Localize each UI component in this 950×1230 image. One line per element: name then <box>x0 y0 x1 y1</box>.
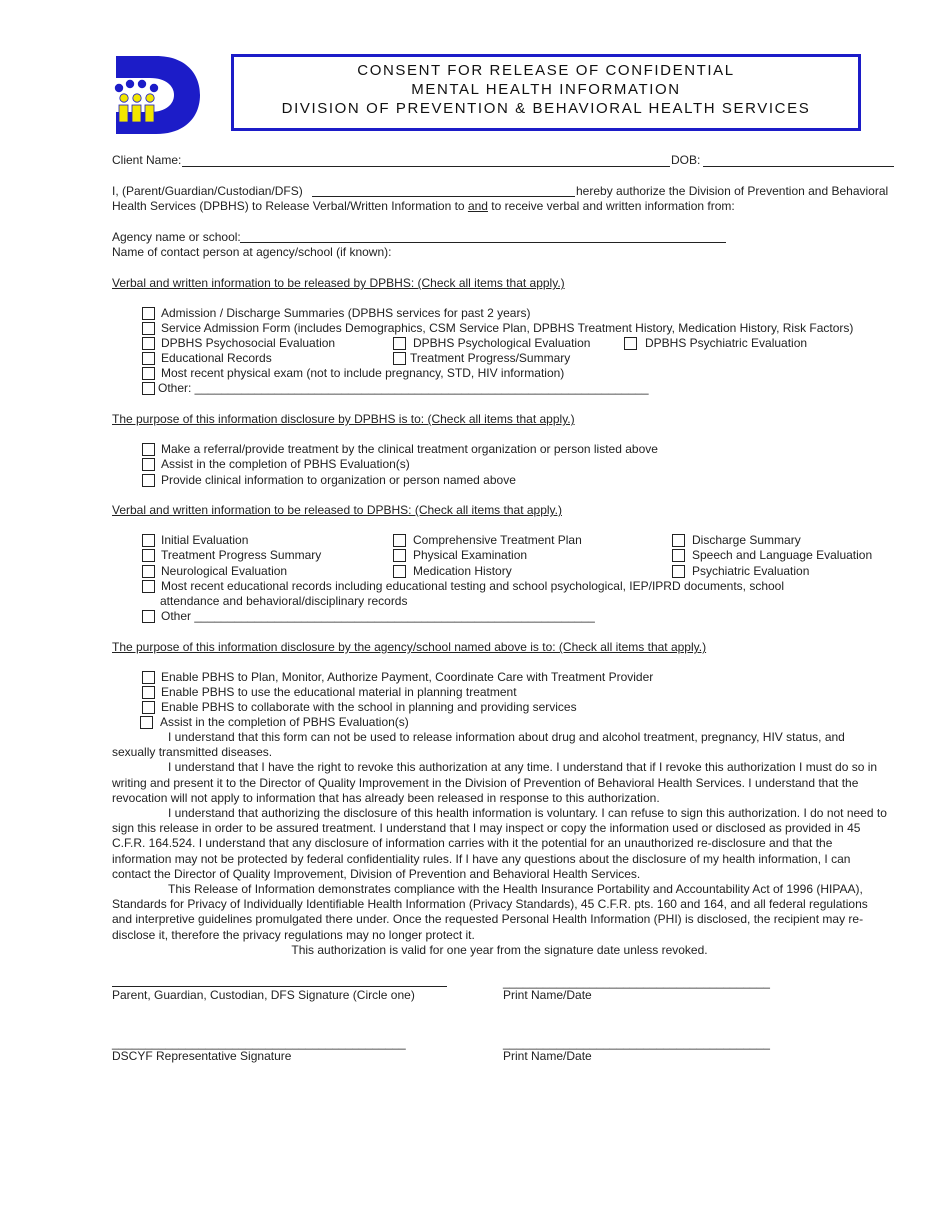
checkbox-psychosocial[interactable] <box>142 337 155 350</box>
checkbox-discharge-summary[interactable] <box>672 534 685 547</box>
label-physical-exam: Most recent physical exam (not to include pregnancy, STD, HIV information) <box>161 366 565 380</box>
dob-label: DOB: <box>671 153 701 167</box>
client-name-field[interactable] <box>182 166 670 167</box>
label-medication-history: Medication History <box>413 564 512 578</box>
checkbox-enable-plan[interactable] <box>142 671 155 684</box>
validity-statement: This authorization is valid for one year from the signature date unless revoked. <box>291 943 708 957</box>
checkbox-enable-collaborate[interactable] <box>142 701 155 714</box>
label-educational-records-recent: Most recent educational records including educational testing and school psychological, IEP/IPRD documents, school <box>161 579 785 593</box>
checkbox-treatment-progress[interactable] <box>393 352 406 365</box>
label-initial-evaluation: Initial Evaluation <box>161 533 249 547</box>
section-purpose-agency-heading: The purpose of this information disclosure by the agency/school named above is to: (Check all items that apply.) <box>112 640 707 654</box>
checkbox-psychological[interactable] <box>393 337 406 350</box>
checkbox-speech-language[interactable] <box>672 549 685 562</box>
section-released-by-heading: Verbal and written information to be released by DPBHS: (Check all items that apply.) <box>112 276 565 290</box>
authorization-suffix: hereby authorize the Division of Prevention and Behavioral <box>576 184 889 198</box>
label-educational-records-cont: attendance and behavioral/disciplinary records <box>160 594 408 608</box>
checkbox-physical-examination[interactable] <box>393 549 406 562</box>
label-assist-evaluation-2: Assist in the completion of PBHS Evaluation(s) <box>160 715 409 729</box>
dscyf-signature-label: DSCYF Representative Signature <box>112 1049 292 1063</box>
checkbox-assist-evaluation-2[interactable] <box>140 716 153 729</box>
checkbox-referral[interactable] <box>142 443 155 456</box>
label-enable-educational: Enable PBHS to use the educational material in planning treatment <box>161 685 517 699</box>
checkbox-clinical-info[interactable] <box>142 474 155 487</box>
parent-signature-field[interactable] <box>112 986 447 987</box>
label-treatment-progress-summary: Treatment Progress Summary <box>161 548 322 562</box>
print-name-2-blank[interactable]: ________________________________________ <box>503 1036 770 1050</box>
dscyf-logo <box>110 54 202 136</box>
print-name-2-label: Print Name/Date <box>503 1049 592 1063</box>
checkbox-medication-history[interactable] <box>393 565 406 578</box>
label-treatment-progress: Treatment Progress/Summary <box>410 351 571 365</box>
checkbox-other-released-by[interactable] <box>142 382 155 395</box>
print-name-1-label: Print Name/Date <box>503 988 592 1002</box>
statement-3: I understand that authorizing the disclosure of this health information is voluntary. I can refuse to sign this authorization. I do not need to sign this release in order to be assured treatment. I understand that I may inspect or copy the information used or disclosed as provided in 45 C.F.R. 164.524. I understand that any disclosure of information carries with it the potential for an unauthorized re-disclosure and that the information may not be protected by federal confidentiality rules. If I have any questions about the disclosure of my health information, I can contact the Director of Quality Improvement, Division of Prevention and Behavioral Health Services. <box>112 806 887 881</box>
title-line-2: MENTAL HEALTH INFORMATION <box>411 81 681 98</box>
checkbox-psychiatric-evaluation[interactable] <box>672 565 685 578</box>
checkbox-neurological[interactable] <box>142 565 155 578</box>
label-discharge-summary: Discharge Summary <box>692 533 801 547</box>
label-psychiatric: DPBHS Psychiatric Evaluation <box>645 336 808 350</box>
print-name-1-blank[interactable]: ________________________________________ <box>503 975 770 989</box>
title-line-1: CONSENT FOR RELEASE OF CONFIDENTIAL <box>357 62 735 79</box>
label-enable-plan: Enable PBHS to Plan, Monitor, Authorize Payment, Coordinate Care with Treatment Provider <box>161 670 654 684</box>
authorization-prefix: I, (Parent/Guardian/Custodian/DFS) <box>112 184 303 198</box>
label-service-admission: Service Admission Form (includes Demographics, CSM Service Plan, DPBHS Treatment History, Medication History, Risk Factors) <box>161 321 854 335</box>
checkbox-assist-evaluation-1[interactable] <box>142 458 155 471</box>
label-assist-evaluation-1: Assist in the completion of PBHS Evaluation(s) <box>161 457 410 471</box>
checkbox-initial-evaluation[interactable] <box>142 534 155 547</box>
dob-field[interactable] <box>703 166 894 167</box>
logo-d-shape <box>116 56 200 134</box>
people-icon <box>115 80 158 122</box>
agency-name-field[interactable] <box>240 242 726 243</box>
checkbox-other-released-to[interactable] <box>142 610 155 623</box>
statements-block <box>112 730 887 943</box>
label-referral: Make a referral/provide treatment by the clinical treatment organization or person listed above <box>161 442 658 456</box>
authorization-line-2 <box>112 199 735 213</box>
authorization-line2-before: Health Services (DPBHS) to Release Verbal/Written Information to <box>112 199 468 213</box>
statement-4: This Release of Information demonstrates compliance with the Health Insurance Portability and Accountability Act of 1996 (HIPAA), Standards for Privacy of Individually Identifiable Health Information (Privacy Standards), 45 C.F.R. pts. 160 and 164, and all federal regulations and interpretive guidelines promulgated there under. Once the requested Personal Health Information (PHI) is disclosed, the recipient may re-disclose it, therefore the privacy regulations may no longer protect it. <box>112 882 868 942</box>
checkbox-educational-records[interactable] <box>142 352 155 365</box>
section-released-to-heading: Verbal and written information to be released to DPBHS: (Check all items that apply.) <box>112 503 562 517</box>
contact-person-label: Name of contact person at agency/school (if known): <box>112 245 392 259</box>
title-box <box>231 54 861 131</box>
parent-signature-label: Parent, Guardian, Custodian, DFS Signature (Circle one) <box>112 988 415 1002</box>
label-psychosocial: DPBHS Psychosocial Evaluation <box>161 336 336 350</box>
label-clinical-info: Provide clinical information to organization or person named above <box>161 473 516 487</box>
label-other-released-to: Other ____________________________________________________________ <box>161 609 595 623</box>
checkbox-service-admission[interactable] <box>142 322 155 335</box>
statement-1: I understand that this form can not be used to release information about drug and alcohol treatment, pregnancy, HIV status, and sexually transmitted diseases. <box>112 730 845 760</box>
label-comprehensive-plan: Comprehensive Treatment Plan <box>413 533 582 547</box>
client-name-label: Client Name: <box>112 153 182 167</box>
checkbox-admission-discharge[interactable] <box>142 307 155 320</box>
label-physical-examination: Physical Examination <box>413 548 528 562</box>
label-neurological: Neurological Evaluation <box>161 564 288 578</box>
label-speech-language: Speech and Language Evaluation <box>692 548 873 562</box>
title-line-3: DIVISION OF PREVENTION & BEHAVIORAL HEALTH SERVICES <box>281 100 811 117</box>
dscyf-signature-blank[interactable]: ____________________________________________ <box>112 1036 406 1050</box>
checkbox-comprehensive-plan[interactable] <box>393 534 406 547</box>
statement-2: I understand that I have the right to revoke this authorization at any time. I understand that if I revoke this authorization I must do so in writing and present it to the Director of Quality Improvement in the Division of Prevention of Behavioral Health Services. I understand that the revocation will not apply to information that has already been released in response to this authorization. <box>112 760 878 805</box>
checkbox-psychiatric[interactable] <box>624 337 637 350</box>
authorization-and: and <box>467 199 488 213</box>
authorization-line2-after: to receive verbal and written information from: <box>487 199 735 213</box>
label-other-released-by: Other: ____________________________________________________________________ <box>158 381 649 395</box>
checkbox-physical-exam[interactable] <box>142 367 155 380</box>
checkbox-treatment-progress-summary[interactable] <box>142 549 155 562</box>
guardian-name-field[interactable] <box>312 196 575 197</box>
label-enable-collaborate: Enable PBHS to collaborate with the school in planning and providing services <box>161 700 577 714</box>
label-psychiatric-evaluation: Psychiatric Evaluation <box>692 564 810 578</box>
checkbox-educational-records-recent[interactable] <box>142 580 155 593</box>
label-educational-records: Educational Records <box>161 351 272 365</box>
agency-name-label: Agency name or school: <box>112 230 241 244</box>
label-psychological: DPBHS Psychological Evaluation <box>413 336 591 350</box>
checkbox-enable-educational[interactable] <box>142 686 155 699</box>
section-purpose-dpbhs-heading: The purpose of this information disclosure by DPBHS is to: (Check all items that apply.) <box>112 412 575 426</box>
label-admission-discharge: Admission / Discharge Summaries (DPBHS services for past 2 years) <box>161 306 531 320</box>
